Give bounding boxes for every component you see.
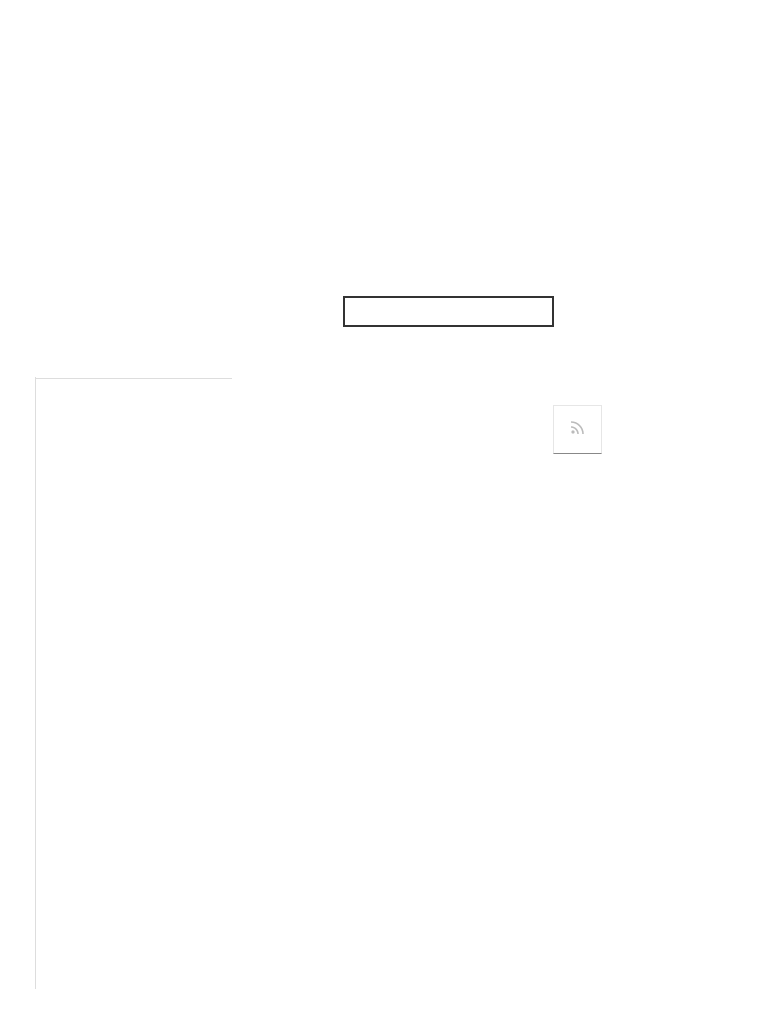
rss-feed-icon [569, 418, 587, 441]
feed-button[interactable] [553, 405, 602, 454]
sidebar-list-divider [36, 378, 232, 379]
sidebar-top-list [0, 23, 240, 279]
sidebar-list-frame [35, 377, 234, 989]
search-input[interactable] [343, 296, 554, 327]
